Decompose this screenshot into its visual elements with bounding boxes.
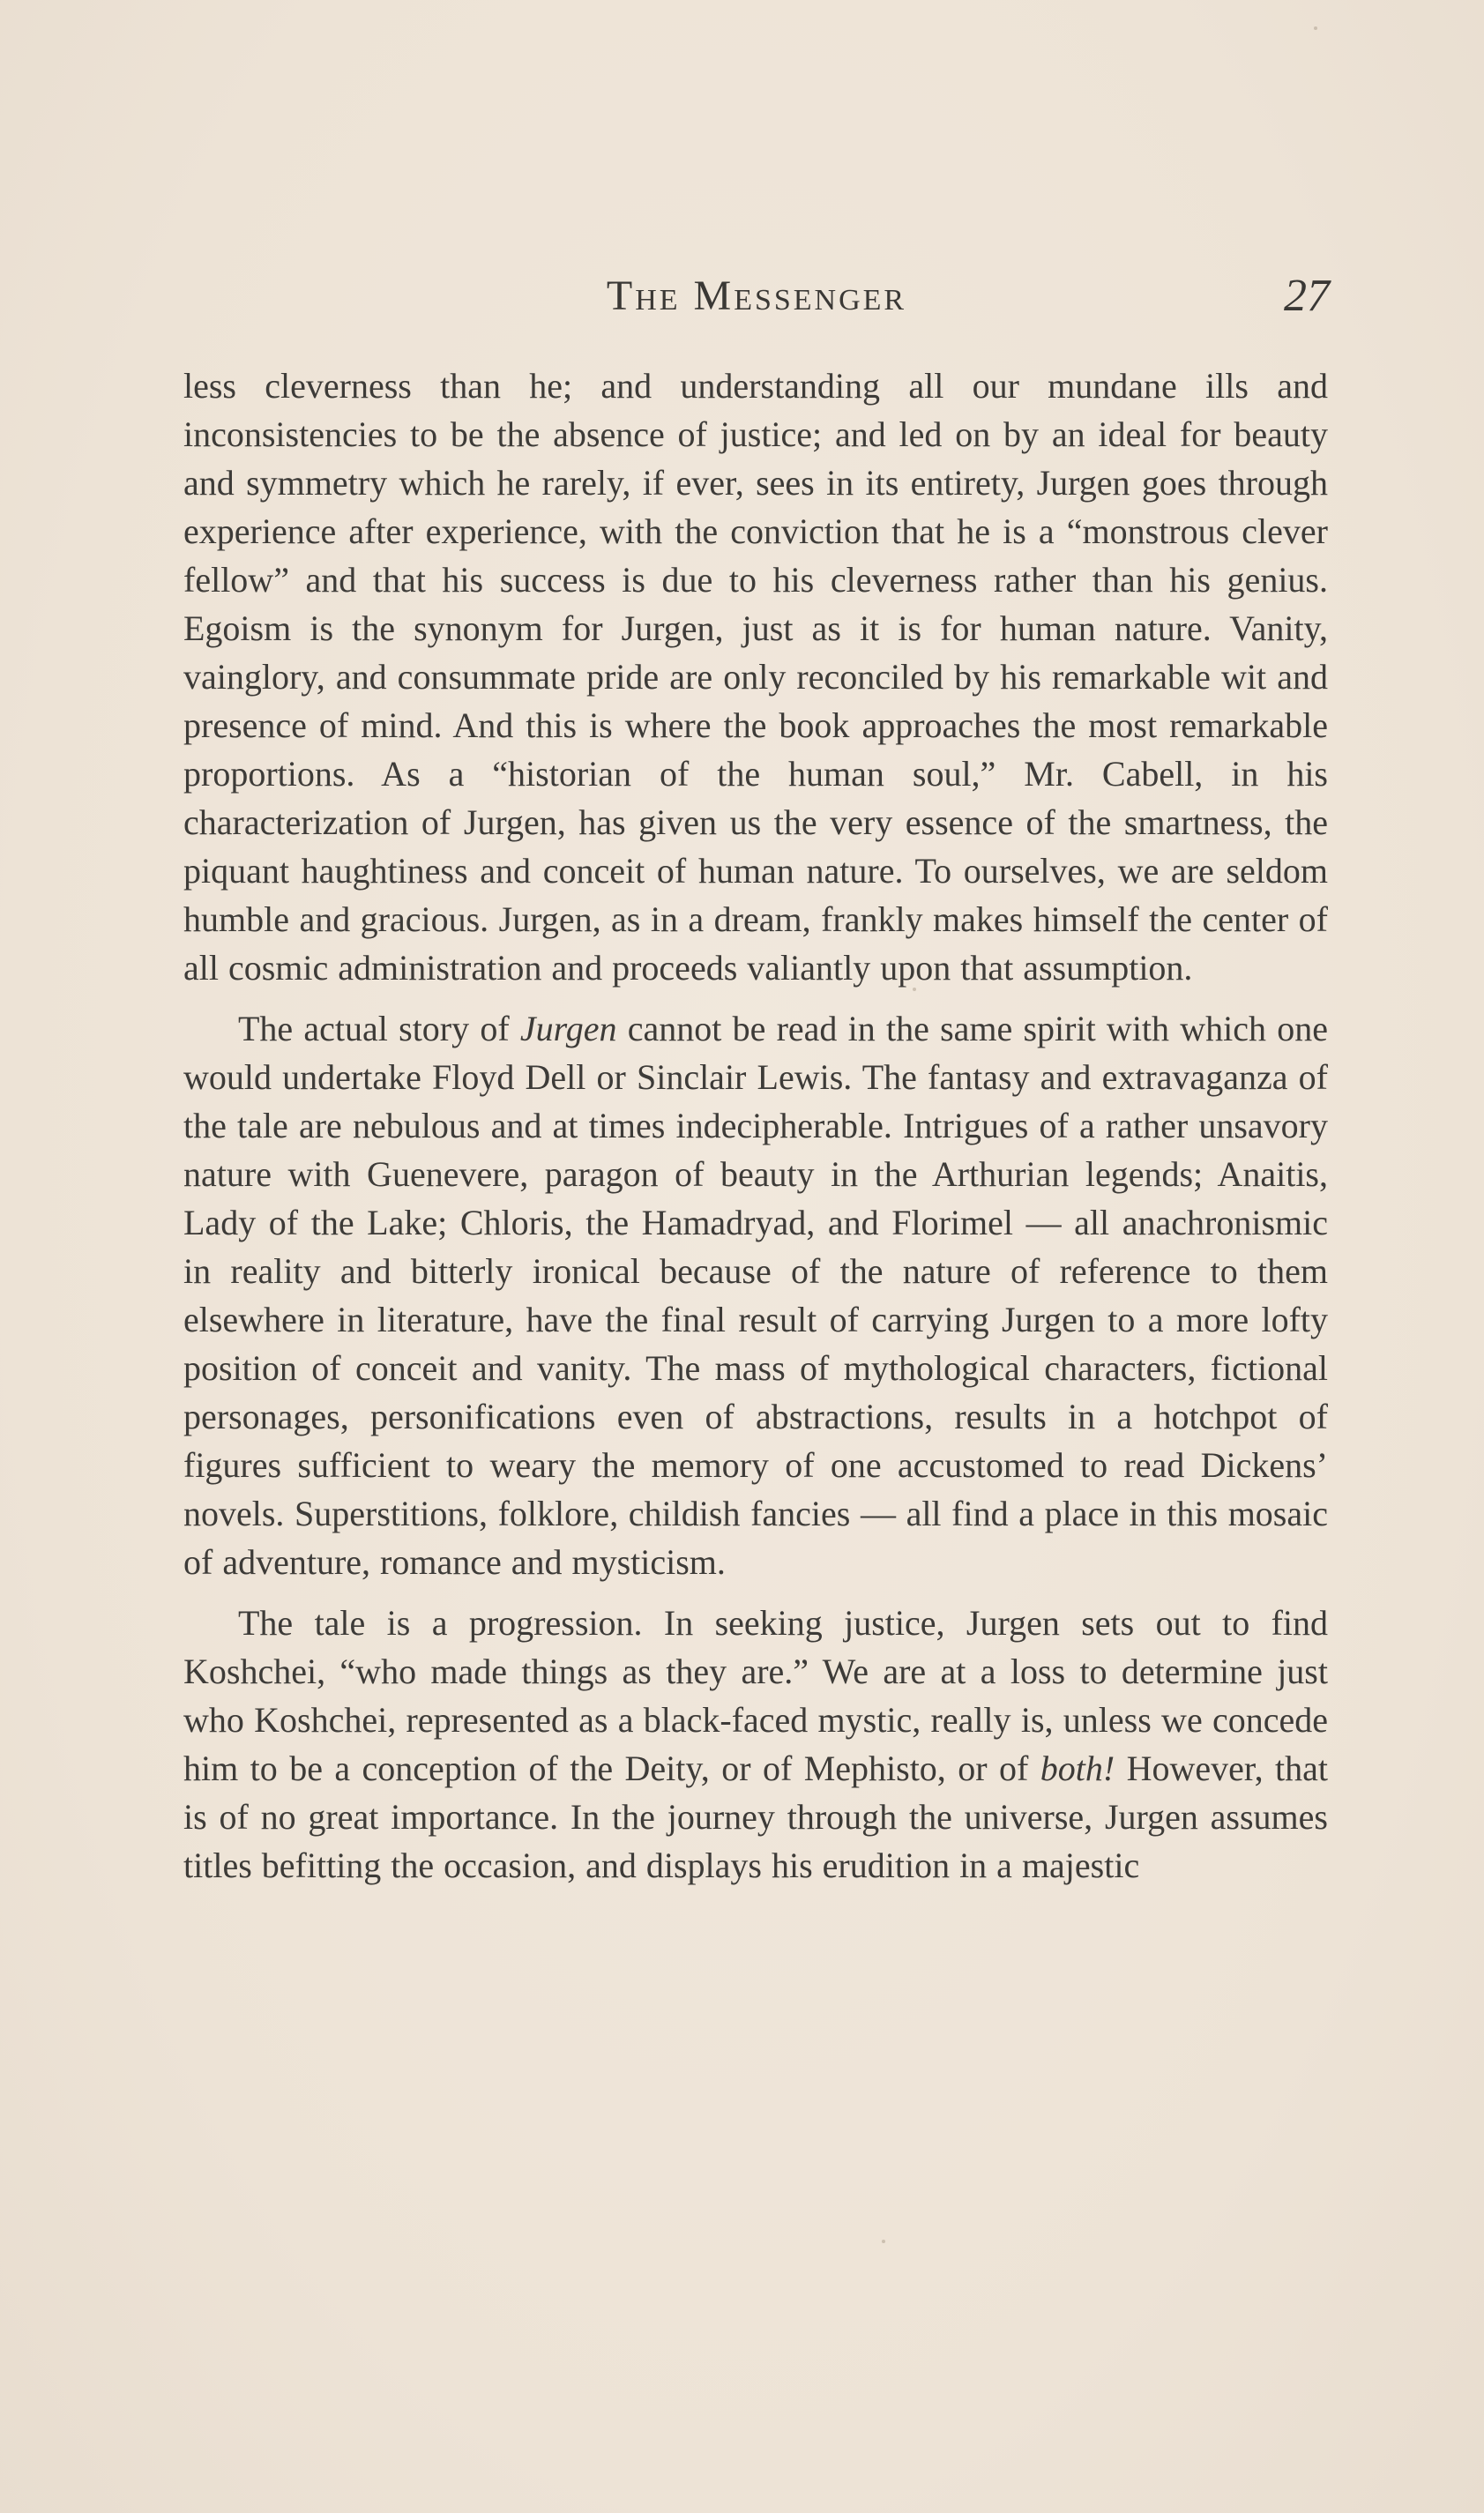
paragraph-1 <box>183 362 1328 992</box>
paragraph-3-text-a: The tale is a progression. In seeking justice, Jurgen sets out to find Koshchei, “who made things as they are.” We are at a loss to determine just who Koshchei, represented as a black-faced mystic, really is, unless we concede him to be a conception of the Deity, or of Mephisto, or of <box>183 1603 1328 1788</box>
paper-speck <box>913 988 916 991</box>
paragraph-1-text: less cleverness than he; and understanding all our mundane ills and inconsistencies to be the absence of justice; and led on by an ideal for beauty and symmetry which he rarely, if ever, sees in its entirety, Jurgen goes through experience after experience, with the conviction that he is a “monstrous clever fellow” and that his success is due to his cleverness rather than his genius. Egoism is the synonym for Jurgen, just as it is for human nature. Vanity, vainglory, and consummate pride are only reconciled by his remarkable wit and presence of mind. And this is where the book approaches the most remarkable proportions. As a “historian of the human soul,” Mr. Cabell, in his characterization of Jurgen, has given us the very essence of the smartness, the piquant haughtiness and conceit of human nature. To ourselves, we are seldom humble and gracious. Jurgen, as in a dream, frankly makes himself the center of all cosmic administration and proceeds valiantly upon that assumption. <box>183 366 1328 988</box>
paragraph-2-text-b: cannot be read in the same spirit with which one would undertake Floyd Dell or Sinclair Lewis. The fantasy and extravaganza of the tale are nebulous and at times indecipherable. Intrigues of a rather unsavory nature with Guenevere, paragon of beauty in the Arthurian legends; Anaitis, Lady of the Lake; Chloris, the Hamadryad, and Florimel — all anachronismic in reality and bitterly ironical because of the nature of reference to them elsewhere in literature, have the final result of carrying Jurgen to a more lofty position of conceit and vanity. The mass of mythological characters, fictional personages, personifications even of abstractions, results in a hotchpot of figures sufficient to weary the memory of one accustomed to read Dickens’ novels. Superstitions, folklore, childish fancies — all find a place in this mosaic of adventure, romance and mysticism. <box>183 1009 1329 1582</box>
paper-speck <box>882 2240 885 2243</box>
emphasis-both: both! <box>1040 1749 1115 1788</box>
paragraph-2 <box>183 1004 1328 1586</box>
body-text <box>183 362 1328 1890</box>
running-head: The Messenger <box>606 272 907 319</box>
paper-speck <box>1314 26 1317 30</box>
page-number: 27 <box>1284 271 1330 321</box>
paragraph-2-text-a: The actual story of <box>238 1009 520 1048</box>
book-title-jurgen: Jurgen <box>519 1009 617 1048</box>
paragraph-3-text-b: However, that is of no great importance. In the journey through the universe, Jurgen assumes titles befitting the occasion, and displays his erudition in a majestic <box>183 1749 1329 1885</box>
paragraph-3 <box>183 1599 1328 1890</box>
page-header <box>183 265 1330 335</box>
